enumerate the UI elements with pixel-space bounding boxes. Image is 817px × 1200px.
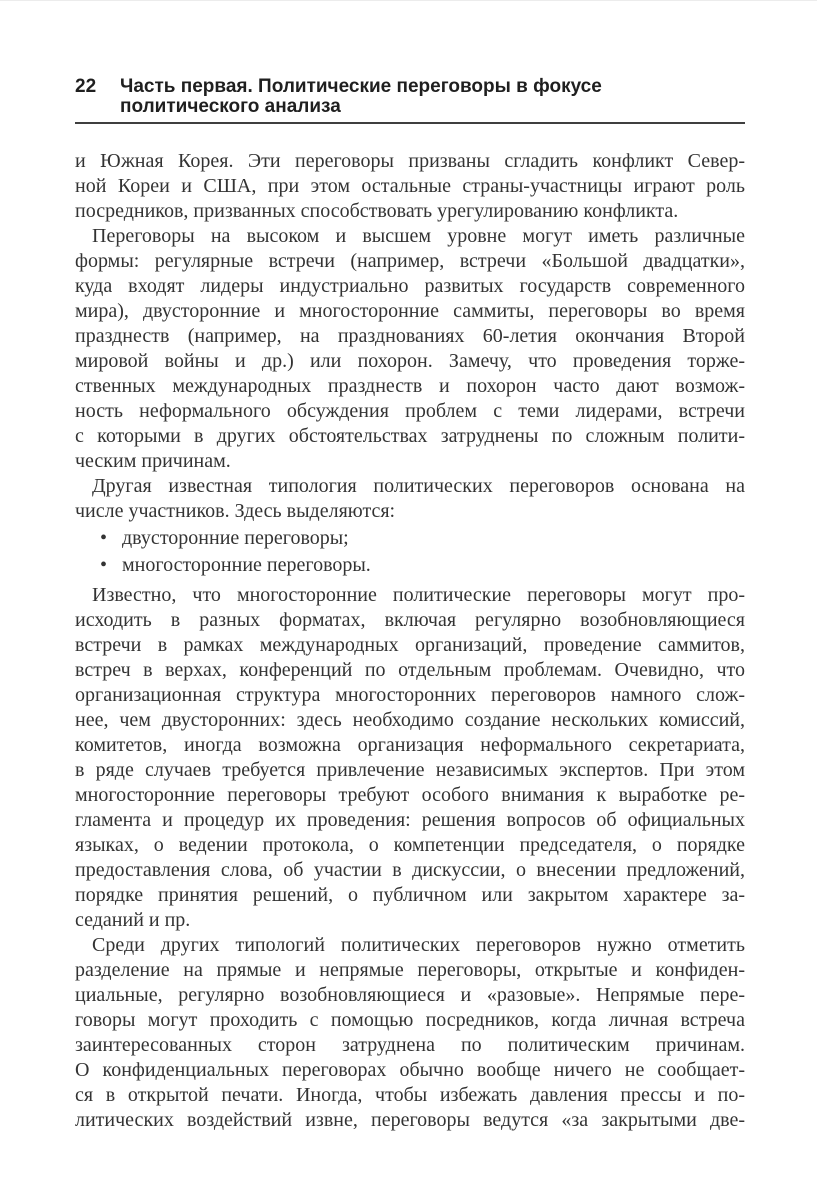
text-line: ственных международных празднеств и похорон часто дают возмож- [75, 375, 745, 397]
page-header [75, 77, 745, 117]
text-line: Среди других типологий политических переговоров нужно отметить [92, 934, 745, 956]
page-number: 22 [75, 76, 97, 97]
text-line: литических воздействий извне, переговоры ведутся «за закрытыми две- [75, 1109, 745, 1131]
text-line: празднеств (например, на празднованиях 60-летия окончания Второй [75, 325, 745, 347]
text-line: нее, чем двусторонних: здесь необходимо создание нескольких комиссий, [75, 709, 745, 731]
text-line: О конфиденциальных переговорах обычно вообще ничего не сообщает- [75, 1059, 745, 1081]
text-line: мировой войны и др.) или похорон. Замечу, что проведения торже- [75, 350, 745, 372]
text-line: ческим причинам. [75, 450, 231, 472]
text-line: Другая известная типология политических переговоров основана на [92, 475, 745, 497]
text-line: исходить в разных форматах, включая регулярно возобновляющиеся [75, 609, 745, 631]
text-line: посредников, призванных способствовать урегулированию конфликта. [75, 200, 679, 222]
list-item [75, 553, 745, 578]
text-line: предоставления слова, об участии в дискуссии, о внесении предложений, [75, 859, 745, 881]
running-title: Часть первая. Политические переговоры в фокусе политического анализа [120, 76, 602, 117]
bullet-list [75, 526, 745, 578]
list-item [75, 526, 745, 551]
bullet-icon: • [100, 554, 108, 576]
text-body [75, 149, 745, 1133]
text-line: седаний и пр. [75, 909, 191, 931]
text-line: Известно, что многосторонние политические переговоры могут про- [92, 584, 745, 606]
text-line: языках, о ведении протокола, о компетенции председателя, о порядке [75, 834, 745, 856]
text-line: Переговоры на высоком и высшем уровне могут иметь различные [92, 225, 745, 247]
text-line: с которыми в других обстоятельствах затруднены по сложным полити- [75, 425, 745, 447]
text-line: порядке принятия решений, о публичном или закрытом характере за- [75, 884, 745, 906]
text-line: ность неформального обсуждения проблем с теми лидерами, встречи [75, 400, 745, 422]
paragraph [75, 149, 745, 224]
text-line: разделение на прямые и непрямые переговоры, открытые и конфиден- [75, 959, 745, 981]
text-line: говоры могут проходить с помощью посредников, когда личная встреча [75, 1009, 745, 1031]
text-line: комитетов, иногда возможна организация неформального секретариата, [75, 734, 745, 756]
list-item-text: двусторонние переговоры; [122, 527, 349, 549]
paragraph [75, 224, 745, 474]
header-rule [75, 122, 745, 124]
book-page [75, 1, 745, 1133]
text-line: встреч в верхах, конференций по отдельным проблемам. Очевидно, что [75, 659, 745, 681]
text-line: числе участников. Здесь выделяются: [75, 500, 396, 522]
text-line: и Южная Корея. Эти переговоры призваны сгладить конфликт Север- [75, 150, 745, 172]
text-line: циальные, регулярно возобновляющиеся и «разовые». Непрямые пере- [75, 984, 745, 1006]
text-line: формы: регулярные встречи (например, встречи «Большой двадцатки», [75, 250, 745, 272]
text-line: заинтересованных сторон затруднена по политическим причинам. [75, 1034, 745, 1056]
paragraph [75, 933, 745, 1133]
text-line: гламента и процедур их проведения: решения вопросов об официальных [75, 809, 745, 831]
text-line: в ряде случаев требуется привлечение независимых экспертов. При этом [75, 759, 745, 781]
bullet-icon: • [100, 527, 108, 549]
text-line: куда входят лидеры индустриально развитых государств современного [75, 275, 745, 297]
paragraph [75, 474, 745, 524]
text-line: ся в открытой печати. Иногда, чтобы избежать давления прессы и по- [75, 1084, 745, 1106]
text-line: встречи в рамках международных организаций, проведение саммитов, [75, 634, 745, 656]
text-line: ной Кореи и США, при этом остальные страны-участницы играют роль [75, 175, 745, 197]
paragraph [75, 583, 745, 933]
list-item-text: многосторонние переговоры. [122, 554, 371, 576]
text-line: организационная структура многосторонних переговоров намного слож- [75, 684, 745, 706]
text-line: мира), двусторонние и многосторонние саммиты, переговоры во время [75, 300, 745, 322]
text-line: многосторонние переговоры требуют особого внимания к выработке ре- [75, 784, 745, 806]
